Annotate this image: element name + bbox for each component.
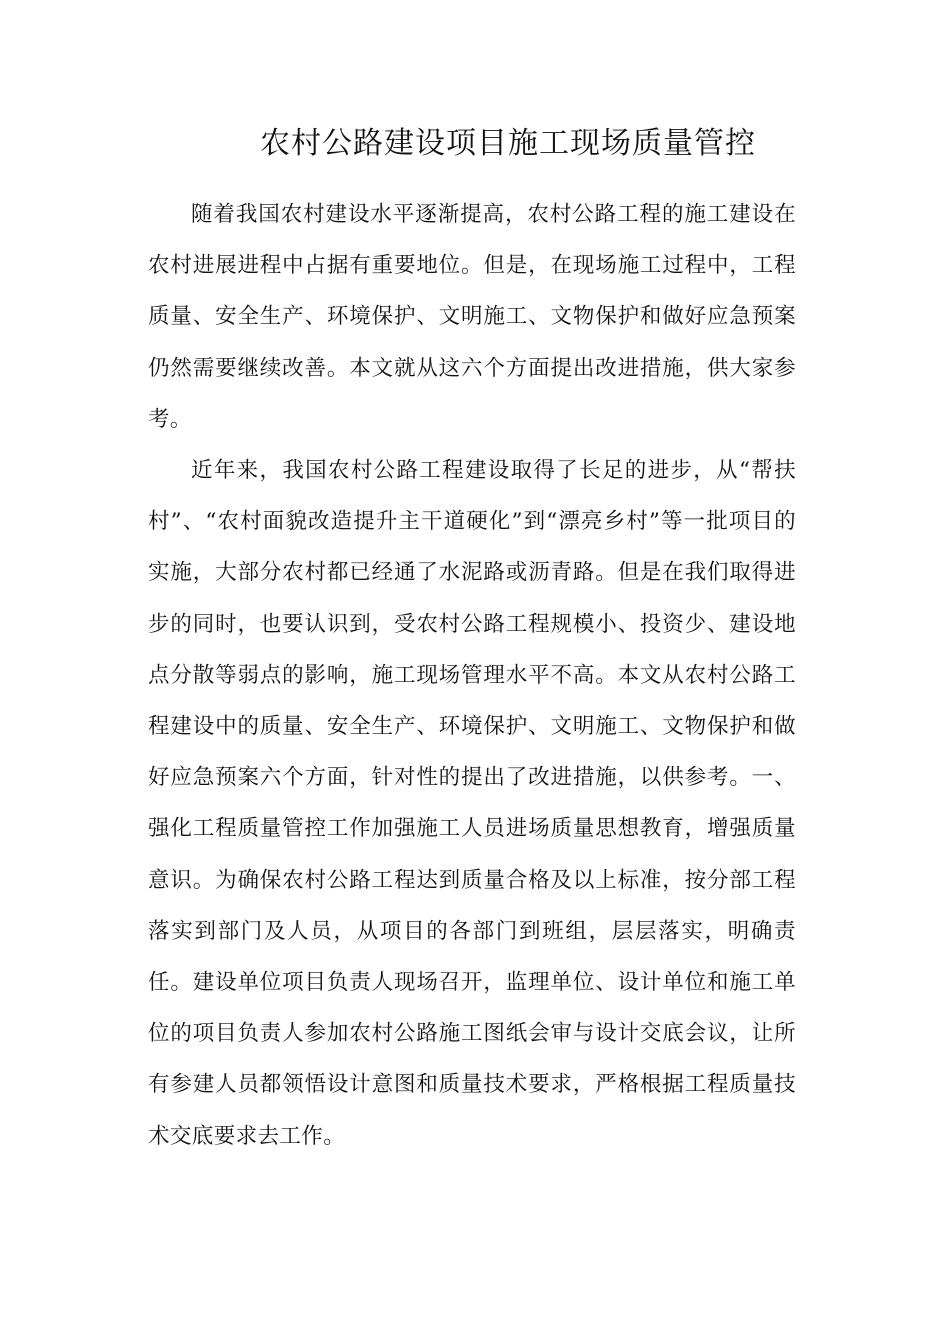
- document-body: [148, 189, 796, 1162]
- document-title: 农村公路建设项目施工现场质量管控: [260, 126, 756, 161]
- paragraph-main: 近年来，我国农村公路工程建设取得了长足的进步，从“帮扶村”、“农村面貌改造提升主干道硬化”到“漂亮乡村”等一批项目的实施，大部分农村都已经通了水泥路或沥青路。但是在我们取得进步的同时，也要认识到，受农村公路工程规模小、投资少、建设地点分散等弱点的影响，施工现场管理水平不高。本文从农村公路工程建设中的质量、安全生产、环境保护、文明施工、文物保护和做好应急预案六个方面，针对性的提出了改进措施，以供参考。一、强化工程质量管控工作加强施工人员进场质量思想教育，增强质量意识。为确保农村公路工程达到质量合格及以上标准，按分部工程落实到部门及人员，从项目的各部门到班组，层层落实，明确责任。建设单位项目负责人现场召开，监理单位、设计单位和施工单位的项目负责人参加农村公路施工图纸会审与设计交底会议，让所有参建人员都领悟设计意图和质量技术要求，严格根据工程质量技术交底要求去工作。: [148, 458, 796, 1149]
- paragraph-intro: 随着我国农村建设水平逐渐提高，农村公路工程的施工建设在农村进展进程中占据有重要地位。但是，在现场施工过程中，工程质量、安全生产、环境保护、文明施工、文物保护和做好应急预案仍然需要继续改善。本文就从这六个方面提出改进措施，供大家参考。: [148, 202, 796, 432]
